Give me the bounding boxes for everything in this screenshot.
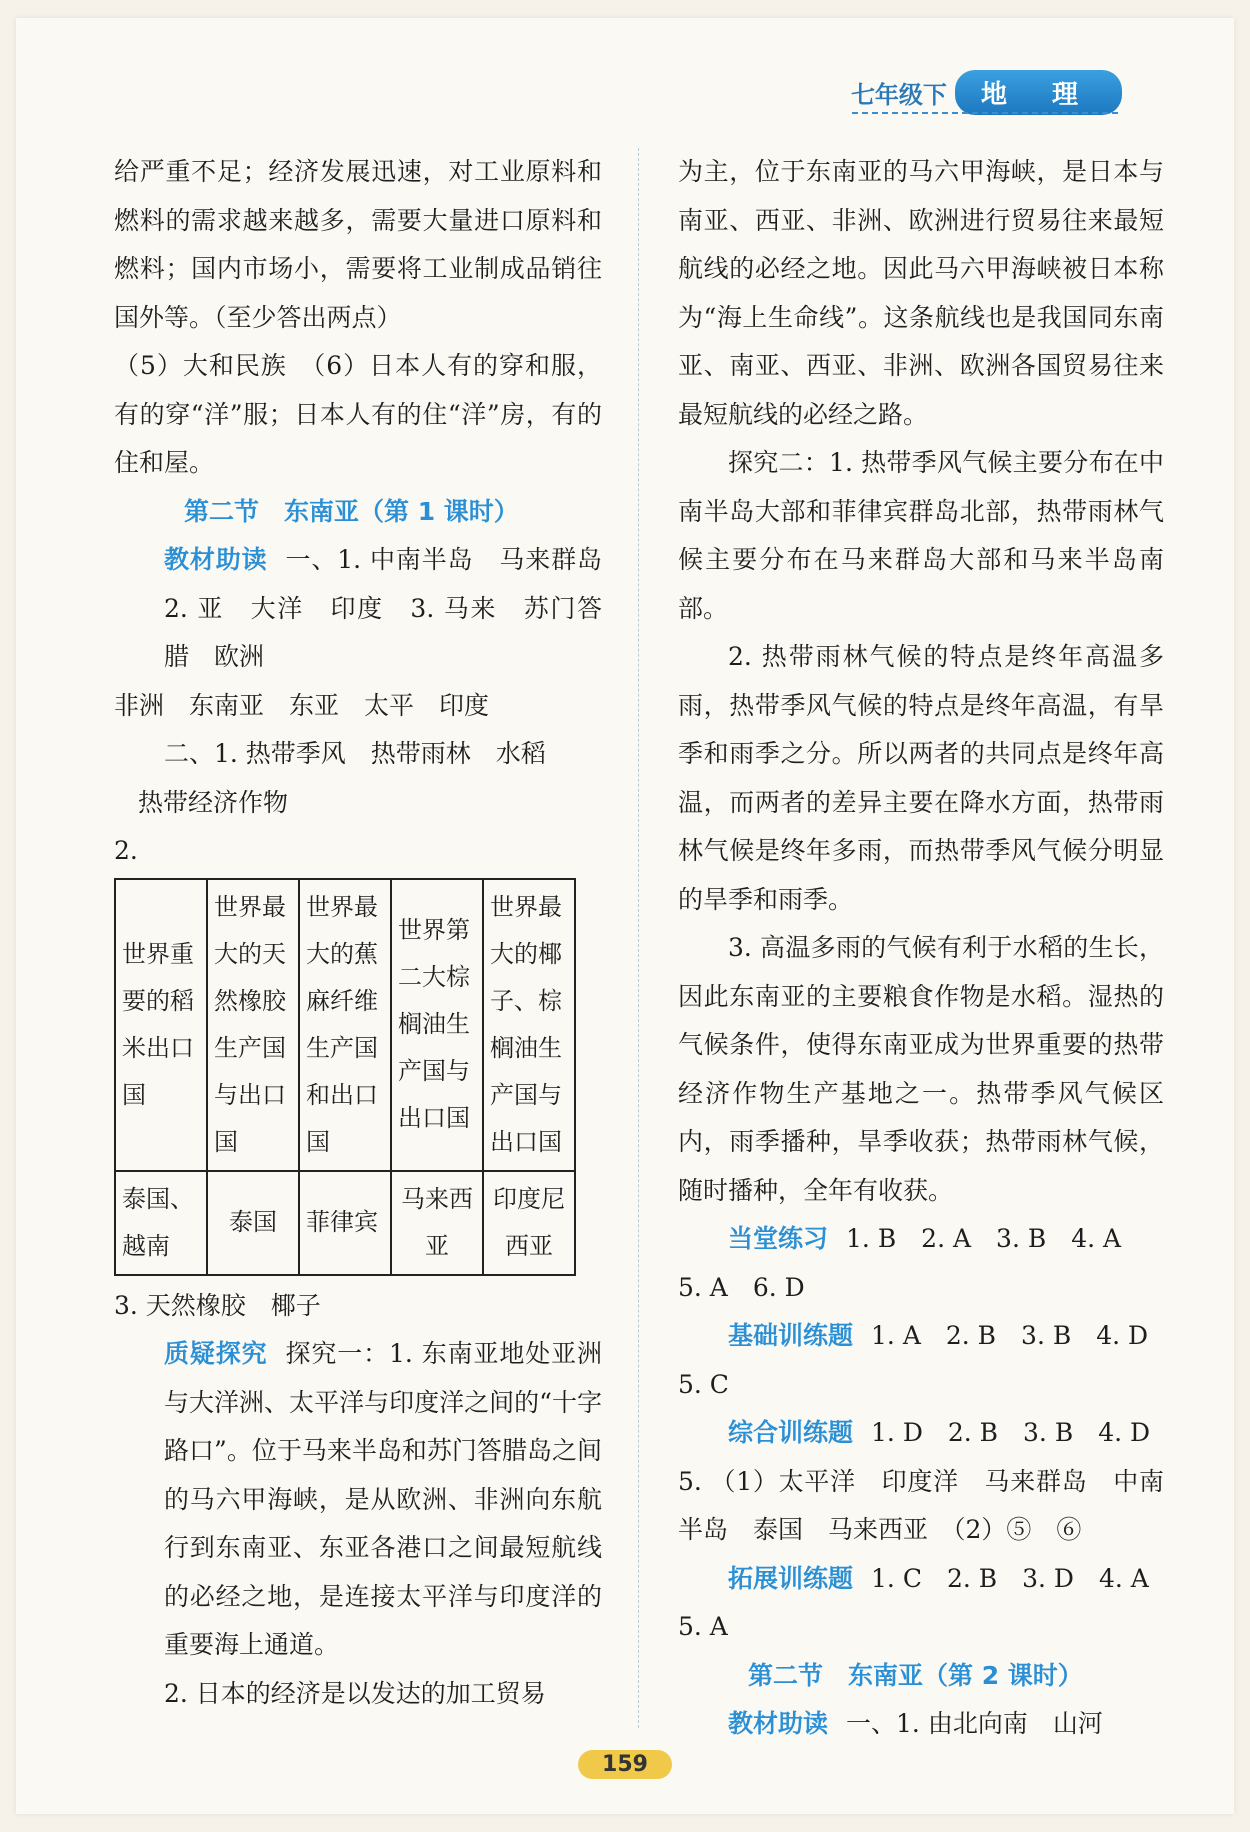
table-cell: 马来西亚 bbox=[391, 1171, 483, 1275]
basic-answers-continued: 5. C bbox=[678, 1369, 729, 1399]
reading-tag: 教材助读 bbox=[164, 545, 268, 574]
answer-paragraph: （5）大和民族 （6）日本人有的穿和服，有的穿“洋”服；日本人有的住“洋”房，有的住和屋。 bbox=[114, 351, 602, 477]
table-cell: 泰国 bbox=[207, 1171, 299, 1275]
answer-paragraph: 探究二：1. 热带季风气候主要分布在中南半岛大部和菲律宾群岛北部，热带雨林气候主要分布在马来群岛大部和马来半岛南部。 bbox=[678, 448, 1164, 623]
reading-text: 一、1. 由北向南 山河 bbox=[846, 1709, 1103, 1738]
table-cell: 世界第二大棕榈油生产国与出口国 bbox=[391, 879, 483, 1171]
answer-paragraph: 为主，位于东南亚的马六甲海峡，是日本与南亚、西亚、非洲、欧洲进行贸易往来最短航线的必经之地。因此马六甲海峡被日本称为“海上生命线”。这条航线也是我国同东南亚、南亚、西亚、非洲、欧洲各国贸易往来最短航线的必经之路。 bbox=[678, 157, 1164, 429]
basic-answers: 1. A 2. B 3. B 4. D bbox=[871, 1321, 1149, 1350]
table-cell: 印度尼西亚 bbox=[483, 1171, 575, 1275]
inquiry-2: 2. 日本的经济是以发达的加工贸易 bbox=[164, 1678, 546, 1708]
section-title: 第二节 东南亚（第 1 课时） bbox=[184, 496, 519, 526]
practice-tag: 当堂练习 bbox=[728, 1224, 829, 1253]
basic-tag: 基础训练题 bbox=[728, 1321, 854, 1350]
header-divider bbox=[852, 112, 1122, 114]
answer-paragraph: 3. 高温多雨的气候有利于水稻的生长，因此东南亚的主要粮食作物是水稻。湿热的气候条件，使得东南亚成为世界重要的热带经济作物生产基地之一。热带季风气候区内，雨季播种，旱季收获；热带雨林气候，随时播种，全年有收获。 bbox=[678, 933, 1164, 1205]
item-3: 3. 天然橡胶 椰子 bbox=[114, 1290, 321, 1320]
left-column bbox=[114, 148, 627, 1718]
item-label: 2. bbox=[114, 836, 138, 865]
comprehensive-answers: 1. D 2. B 3. B 4. D bbox=[871, 1418, 1151, 1447]
practice-answers: 1. B 2. A 3. B 4. A bbox=[846, 1224, 1122, 1253]
inquiry-text: 探究一：1. 东南亚地处亚洲与大洋洲、太平洋与印度洋之间的“十字路口”。位于马来半岛和苏门答腊岛之间的马六甲海峡，是从欧洲、非洲向东航行到东南亚、东亚各港口之间最短航线的必经之地，是连接太平洋与印度洋的重要海上通道。 bbox=[164, 1339, 602, 1659]
page-header bbox=[851, 70, 1122, 114]
table-cell: 世界最大的蕉麻纤维生产国和出口国 bbox=[299, 879, 391, 1171]
part2-line: 二、1. 热带季风 热带雨林 水稻 bbox=[164, 739, 546, 768]
right-column bbox=[678, 148, 1164, 1749]
practice-answers-continued: 5. A 6. D bbox=[678, 1272, 805, 1302]
table-cell: 泰国、越南 bbox=[115, 1171, 207, 1275]
table-row bbox=[115, 1171, 575, 1275]
table-cell: 世界重要的稻米出口国 bbox=[115, 879, 207, 1171]
page bbox=[16, 18, 1234, 1814]
comprehensive-answers-continued: 5. （1）太平洋 印度洋 马来群岛 中南半岛 泰国 马来西亚 （2）⑤ ⑥ bbox=[678, 1466, 1164, 1544]
subject-badge: 地 理 bbox=[955, 70, 1122, 115]
table-cell: 菲律宾 bbox=[299, 1171, 391, 1275]
answer-paragraph: 给严重不足；经济发展迅速，对工业原料和燃料的需求越来越多，需要大量进口原料和燃料；国内市场小，需要将工业制成品销往国外等。（至少答出两点） bbox=[114, 157, 602, 332]
table-cell: 世界最大的天然橡胶生产国与出口国 bbox=[207, 879, 299, 1171]
comprehensive-tag: 综合训练题 bbox=[728, 1418, 854, 1447]
table-row bbox=[115, 879, 575, 1171]
inquiry-tag: 质疑探究 bbox=[164, 1339, 268, 1368]
reading-text: 一、1. 中南半岛 马来群岛 2. 亚 大洋 印度 3. 马来 苏门答腊 欧洲 bbox=[164, 545, 627, 671]
extension-answers: 1. C 2. B 3. D 4. A bbox=[871, 1563, 1149, 1593]
part2-line: 热带经济作物 bbox=[138, 787, 289, 817]
section-title: 第二节 东南亚（第 2 课时） bbox=[748, 1660, 1083, 1690]
production-table bbox=[114, 878, 576, 1276]
extension-answers-continued: 5. A bbox=[678, 1612, 728, 1641]
column-divider bbox=[638, 148, 639, 1728]
answer-paragraph: 2. 热带雨林气候的特点是终年高温多雨，热带季风气候的特点是终年高温，有旱季和雨季之分。所以两者的共同点是终年高温，而两者的差异主要在降水方面，热带雨林气候是终年多雨，而热带季风气候分明显的旱季和雨季。 bbox=[678, 642, 1164, 914]
reading-tag: 教材助读 bbox=[728, 1709, 829, 1738]
extension-tag: 拓展训练题 bbox=[728, 1563, 854, 1593]
grade-label: 七年级下 bbox=[850, 80, 947, 109]
table-cell: 世界最大的椰子、棕榈油生产国与出口国 bbox=[483, 879, 575, 1171]
reading-text-continued: 非洲 东南亚 东亚 太平 印度 bbox=[114, 690, 490, 720]
page-number: 159 bbox=[578, 1750, 672, 1779]
